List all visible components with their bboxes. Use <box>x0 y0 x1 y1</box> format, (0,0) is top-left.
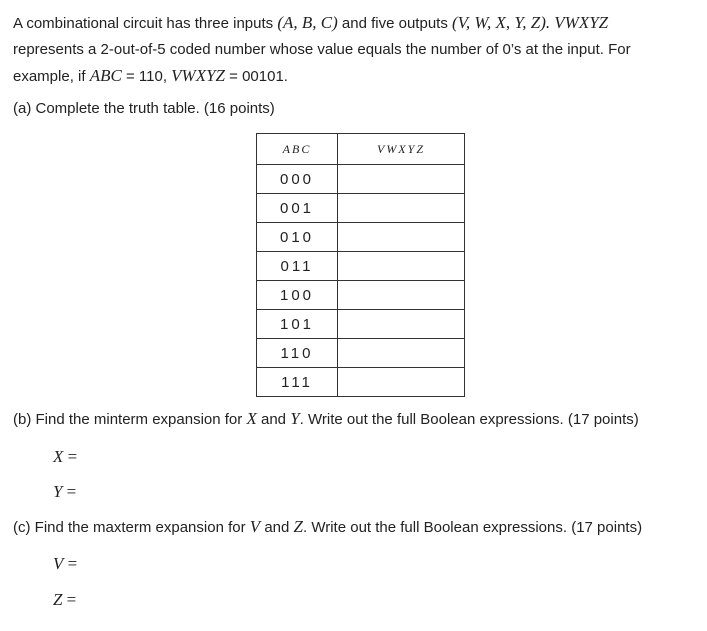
table-row <box>257 368 465 397</box>
x-equation <box>53 447 77 468</box>
intro-text: A combinational circuit has three inputs <box>13 15 278 32</box>
output-cell[interactable] <box>338 252 465 281</box>
intro-text: = 110, <box>121 68 172 85</box>
prompt-text: (c) Find the maxterm expansion for <box>13 519 250 536</box>
abc-cell: 100 <box>257 281 338 310</box>
header-abc: ABC <box>257 134 338 165</box>
abc-math: ABC <box>89 66 122 85</box>
intro-line-1 <box>13 10 703 37</box>
table-row <box>257 252 465 281</box>
intro-line-2: represents a 2-out-of-5 coded number whose value equals the number of 0’s at the input. For <box>13 41 631 58</box>
abc-cell: 001 <box>257 194 338 223</box>
equals-sign: = <box>67 554 78 573</box>
abc-cell: 101 <box>257 310 338 339</box>
truth-table-header <box>257 134 465 165</box>
problem-statement <box>13 10 703 90</box>
prompt-text: and <box>260 519 294 536</box>
abc-cell: 011 <box>257 252 338 281</box>
var-x: X <box>246 409 257 428</box>
vwxyz-math: VWXYZ <box>171 66 225 85</box>
inputs-math: (A, B, C) <box>277 13 338 32</box>
intro-line-3 <box>13 63 703 90</box>
abc-cell: 000 <box>257 165 338 194</box>
eq-var: Z <box>53 590 63 609</box>
truth-table <box>256 133 465 397</box>
output-cell[interactable] <box>338 223 465 252</box>
prompt-text: . Write out the full Boolean expressions. (17 points) <box>299 411 639 428</box>
equals-sign: = <box>66 590 77 609</box>
prompt-text: and <box>256 411 291 428</box>
intro-text: example, if <box>13 68 90 85</box>
v-equation <box>53 554 77 575</box>
output-cell[interactable] <box>338 339 465 368</box>
intro-text: = 00101. <box>225 68 288 85</box>
eq-var: Y <box>53 482 63 501</box>
header-vwxyz: VWXYZ <box>338 134 465 165</box>
table-row <box>257 310 465 339</box>
equals-sign: = <box>66 482 77 501</box>
var-z: Z <box>293 517 303 536</box>
abc-cell: 111 <box>257 368 338 397</box>
table-row <box>257 339 465 368</box>
z-equation <box>53 590 76 611</box>
table-row <box>257 223 465 252</box>
output-cell[interactable] <box>338 165 465 194</box>
prompt-text: (b) Find the minterm expansion for <box>13 411 247 428</box>
output-cell[interactable] <box>338 281 465 310</box>
intro-text: and five outputs <box>337 15 452 32</box>
table-row <box>257 281 465 310</box>
var-y: Y <box>290 409 300 428</box>
eq-var: X <box>53 447 64 466</box>
table-row <box>257 165 465 194</box>
abc-cell: 010 <box>257 223 338 252</box>
eq-var: V <box>53 554 64 573</box>
output-cell[interactable] <box>338 194 465 223</box>
part-a-prompt: (a) Complete the truth table. (16 points) <box>13 100 275 117</box>
var-v: V <box>249 517 261 536</box>
prompt-text: . Write out the full Boolean expressions. (17 points) <box>303 519 643 536</box>
y-equation <box>53 482 76 503</box>
vwxyz-math: VWXYZ <box>554 13 609 32</box>
outputs-math: (V, W, X, Y, Z). <box>452 13 551 32</box>
part-c-prompt <box>13 517 642 538</box>
abc-cell: 110 <box>257 339 338 368</box>
table-row <box>257 194 465 223</box>
part-b-prompt <box>13 409 639 430</box>
equals-sign: = <box>67 447 78 466</box>
output-cell[interactable] <box>338 368 465 397</box>
output-cell[interactable] <box>338 310 465 339</box>
